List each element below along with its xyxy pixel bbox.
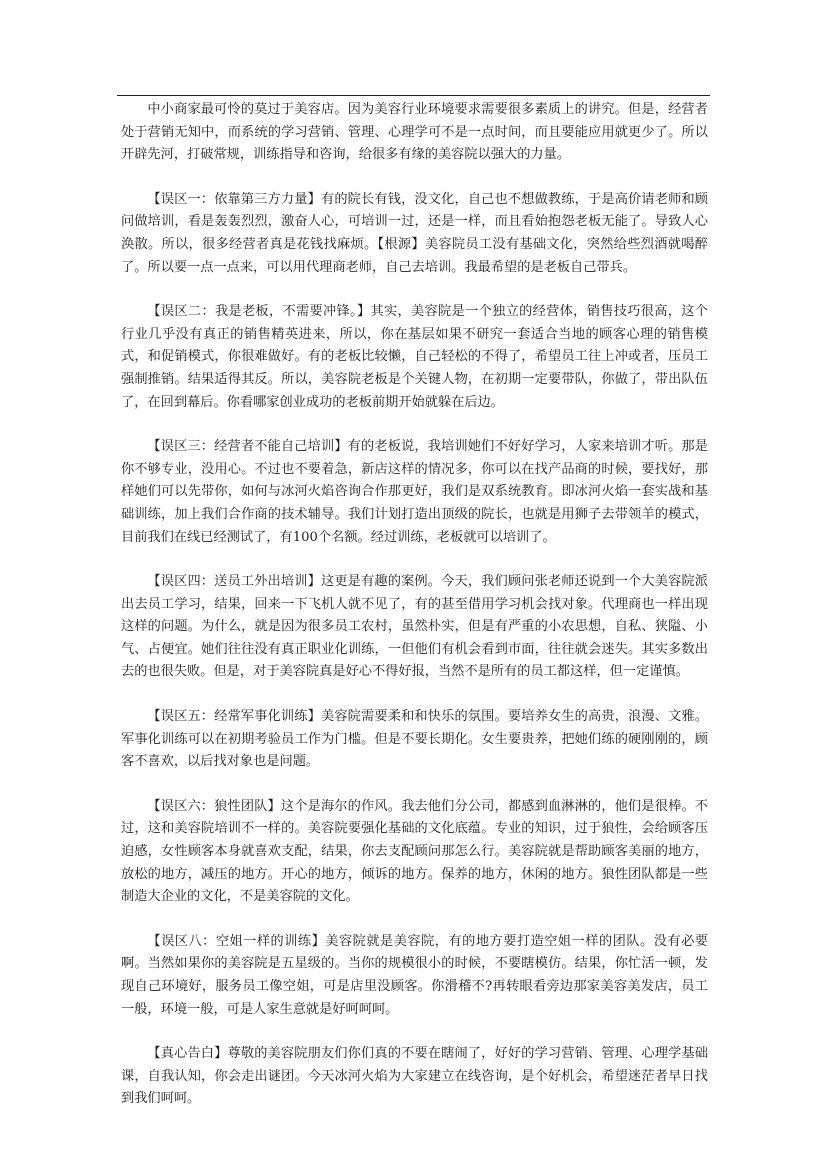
paragraph-text: 中小商家最可怜的莫过于美容店。因为美容行业环境要求需要很多素质上的讲究。但是，经营者处于营销无知中，而系统的学习营销、管理、心理学可不是一点时间，而且要能应用就更少了。所以开辟先河，打破常规，训练指导和咨询，给很多有缘的美容院以强大的力量。	[121, 102, 708, 163]
paragraph-text: 其实，美容院是一个独立的经营体，销售技巧很高，这个行业几乎没有真正的销售精英进来，所以，你在基层如果不研究一套适合当地的顾客心理的销售模式，和促销模式，你很难做好。有的老板比较懒，自己轻松的不得了，希望员工往上冲或者，压员工强制推销。结果适得其反。所以，美容院老板是个关键人物，在初期一定要带队，你做了，带出队伍了，在回到幕后。你看哪家创业成功的老板前期开始就躲在后边。	[121, 304, 708, 410]
paragraph-text: 有的老板说，我培训她们不好好学习，人家来培训才听。那是你不够专业，没用心。不过也不要着急，新店这样的情况多，你可以在找产品商的时候，要找好，那样她们可以先带你，如何与冰河火焰咨询合作那更好，我们是双系统教育。即冰河火焰一套实战和基础训练，加上我们合作商的技术辅导。我们计划打造出顶级的院长，也就是用狮子去带领羊的模式，目前我们在线已经测试了，有100个名额。经过训练，老板就可以培训了。	[121, 439, 708, 545]
paragraph-lead: 【真心告白】	[147, 1046, 228, 1062]
paragraph-myth-5	[121, 706, 708, 774]
paragraph-myth-8	[121, 931, 708, 1021]
paragraph-text: 美容院需要柔和和快乐的氛围。要培养女生的高贵，浪漫、文雅。军事化训练可以在初期考验员工作为门槛。但是不要长期化。女生要贵养，把她们练的硬刚刚的，顾客不喜欢，以后找对象也是问题。	[121, 709, 709, 770]
paragraph-myth-4	[121, 571, 708, 684]
paragraph-lead: 【误区二：我是老板，不需要冲锋。】	[147, 304, 371, 320]
paragraph-myth-2	[121, 301, 708, 414]
paragraph-confession	[121, 1043, 708, 1111]
paragraph-text: 这个是海尔的作风。我去他们分公司，都感到血淋淋的，他们是很棒。不过，这和美容院培训不一样的。美容院要强化基础的文化底蕴。专业的知识，过于狼性，会给顾客压迫感，女性顾客本身就喜欢支配，结果，你去支配顾问那怎么行。美容院就是帮助顾客美丽的地方，放松的地方，减压的地方。开心的地方，倾诉的地方。保养的地方，休闲的地方。狼性团队都是一些制造大企业的文化，不是美容院的文化。	[121, 798, 708, 905]
paragraph-lead: 【误区一：依靠第三方力量】	[147, 191, 321, 207]
paragraph-myth-3	[121, 436, 708, 549]
paragraph-myth-6	[121, 796, 708, 909]
paragraph-lead: 【误区五：经常军事化训练】	[147, 709, 321, 725]
paragraph-lead: 【误区四：送员工外出培训】	[147, 574, 321, 590]
paragraph-lead: 【误区六：狼性团队】	[147, 798, 281, 814]
header-rule	[117, 95, 710, 96]
article-body	[121, 99, 708, 1133]
paragraph-text: 这更是有趣的案例。今天，我们顾问张老师还说到一个大美容院派出去员工学习，结果，回来一下飞机人就不见了，有的甚至借用学习机会找对象。代理商也一样出现这样的问题。为什么，就是因为很多员工农村，虽然朴实，但是有严重的小农思想，自私、狭隘、小气、占便宜。她们往往没有真正职业化训练，一但他们有机会看到市面，往往就会迷失。其实多数出去的也很失败。但是，对于美容院真是好心不得好报，当然不是所有的员工都这样，但一定谨慎。	[121, 574, 709, 680]
paragraph-lead: 【误区三：经营者不能自己培训】	[147, 439, 348, 455]
paragraph-lead: 【误区八：空姐一样的训练】	[147, 933, 326, 949]
paragraph-text: 美容院就是美容院，有的地方要打造空姐一样的团队。没有必要啊。当然如果你的美容院是五星级的。当你的规模很小的时候，不要瞎模仿。结果，你忙活一顿，发现自己环境好，服务员工像空姐，可是店里没顾客。你滑稽不?再转眼看旁边那家美容美发店，员工一般，环境一般，可是人家生意就是好呵呵呵。	[121, 933, 708, 1017]
paragraph-text: 尊敬的美容院朋友们你们真的不要在瞎闹了，好好的学习营销、管理、心理学基础课，自我认知，你会走出谜团。今天冰河火焰为大家建立在线咨询，是个好机会，希望迷茫者早日找到我们呵呵。	[121, 1046, 708, 1107]
paragraph-intro	[121, 99, 708, 167]
paragraph-text: 有的院长有钱，没文化，自己也不想做教练，于是高价请老师和顾问做培训，看是轰轰烈烈，激奋人心，可培训一过，还是一样，而且看始抱怨老板无能了。导致人心涣散。所以，很多经营者真是花钱找麻烦。【根源】美容院员工没有基础文化，突然给些烈酒就喝醉了。所以要一点一点来，可以用代理商老师，自己去培训。我最希望的是老板自己带兵。	[121, 191, 709, 275]
paragraph-myth-1	[121, 189, 708, 279]
